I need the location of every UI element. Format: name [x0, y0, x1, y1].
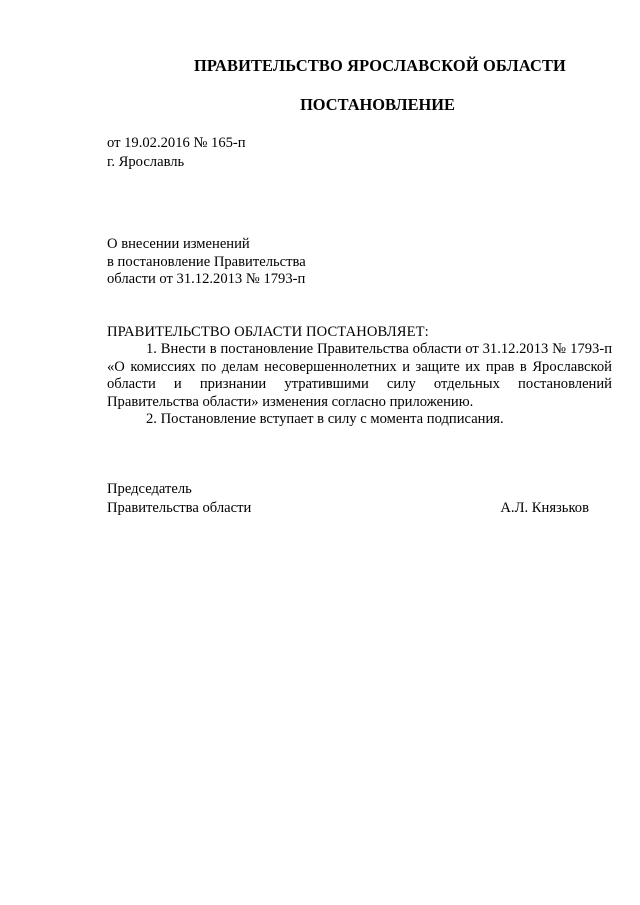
subject-line: в постановление Правительства — [107, 253, 306, 270]
signatory-name: А.Л. Князьков — [500, 499, 589, 516]
signatory-title-line2: Правительства области — [107, 499, 252, 516]
subject-line: области от 31.12.2013 № 1793-п — [107, 271, 306, 287]
signatory-title-line1: Председатель — [107, 481, 192, 497]
document-body — [107, 341, 612, 429]
government-title: ПРАВИТЕЛЬСТВО ЯРОСЛАВСКОЙ ОБЛАСТИ — [194, 56, 566, 75]
document-subject — [107, 235, 306, 288]
document-type: ПОСТАНОВЛЕНИЕ — [300, 95, 455, 114]
document-meta — [107, 134, 246, 171]
decree-heading: ПРАВИТЕЛЬСТВО ОБЛАСТИ ПОСТАНОВЛЯЕТ: — [107, 324, 429, 340]
subject-line: О внесении изменений — [107, 236, 250, 252]
signature-block — [107, 480, 589, 517]
paragraph-2: 2. Постановление вступает в силу с момента подписания. — [146, 411, 504, 428]
city: г. Ярославль — [107, 153, 185, 170]
date-number: от 19.02.2016 № 165-п — [107, 135, 246, 151]
paragraph-1: 1. Внести в постановление Правительства области от 31.12.2013 № 1793-п «О комиссиях по делам несовершеннолетних и защите их прав в Ярославской области и признании утратившими силу отдельных постановлений Правительства области» изменения согласно приложению. — [107, 341, 612, 410]
